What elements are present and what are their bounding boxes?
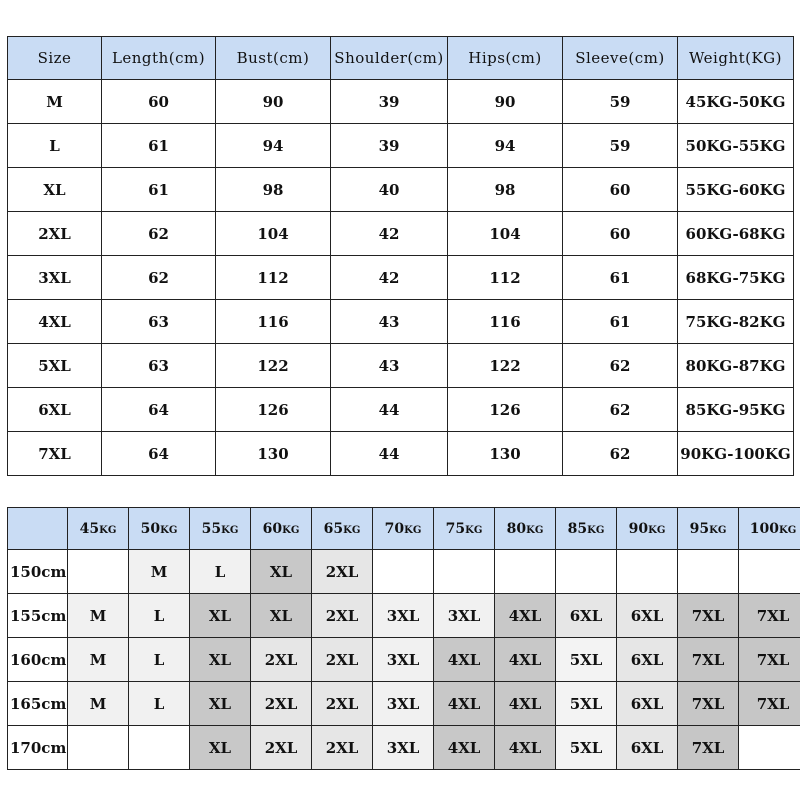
measurement-cell: 40 [331,168,448,212]
recommended-size-cell [129,726,190,770]
weight-unit: KG [779,524,797,536]
recommended-size-cell: 6XL [617,682,678,726]
size-recommendation-table [7,507,800,770]
weight-unit: KG [282,524,300,536]
weight-column-header [129,508,190,550]
measurement-cell: 122 [216,344,331,388]
measurement-cell: 59 [563,124,678,168]
measurement-cell: 63 [102,300,216,344]
weight-unit: KG [99,524,117,536]
column-header: Shoulder(cm) [331,37,448,80]
measurement-cell: 68KG-75KG [678,256,794,300]
size-label-cell: 6XL [8,388,102,432]
size-label-cell: 5XL [8,344,102,388]
weight-column-header [678,508,739,550]
recommended-size-cell [434,550,495,594]
recommended-size-cell: 3XL [373,594,434,638]
table-row [8,344,794,388]
weight-column-header [251,508,312,550]
recommended-size-cell: 7XL [739,638,800,682]
measurement-cell: 62 [102,256,216,300]
recommended-size-cell [68,726,129,770]
measurement-cell: 62 [102,212,216,256]
recommended-size-cell: 5XL [556,726,617,770]
recommended-size-cell: XL [190,682,251,726]
recommended-size-cell: XL [251,550,312,594]
recommended-size-cell: 4XL [434,682,495,726]
measurement-cell: 55KG-60KG [678,168,794,212]
size-label-cell: 3XL [8,256,102,300]
weight-value: 75 [445,520,466,537]
weight-value: 85 [567,520,588,537]
measurement-cell: 116 [216,300,331,344]
recommended-size-cell: 4XL [434,638,495,682]
measurement-cell: 60 [102,80,216,124]
measurement-cell: 61 [102,124,216,168]
weight-value: 100 [749,520,779,537]
recommended-size-cell: M [68,682,129,726]
weight-column-header [495,508,556,550]
column-header: Hips(cm) [448,37,563,80]
table-row [8,212,794,256]
measurement-cell: 90 [448,80,563,124]
recommended-size-cell: 7XL [678,682,739,726]
recommended-size-cell [68,550,129,594]
recommended-size-cell [617,550,678,594]
recommended-size-cell: 4XL [495,638,556,682]
recommended-size-cell: 6XL [617,638,678,682]
measurement-cell: 62 [563,432,678,476]
table-row [8,300,794,344]
recommended-size-cell [739,550,800,594]
weight-value: 90 [628,520,649,537]
measurement-cell: 90KG-100KG [678,432,794,476]
recommended-size-cell: 7XL [739,594,800,638]
column-header: Weight(KG) [678,37,794,80]
recommended-size-cell: 4XL [495,726,556,770]
recommended-size-cell: 2XL [312,682,373,726]
weight-column-header [739,508,800,550]
table-row [8,550,800,594]
measurement-cell: 126 [216,388,331,432]
weight-value: 65 [323,520,344,537]
measurement-cell: 44 [331,432,448,476]
measurement-cell: 98 [216,168,331,212]
recommended-size-cell: 4XL [495,594,556,638]
table-row [8,168,794,212]
table-row [8,124,794,168]
recommended-size-cell: XL [251,594,312,638]
table-row [8,594,800,638]
column-header: Length(cm) [102,37,216,80]
weight-unit: KG [526,524,544,536]
measurement-cell: 112 [216,256,331,300]
recommended-size-cell: 2XL [312,638,373,682]
recommended-size-cell: 4XL [434,726,495,770]
size-label-cell: XL [8,168,102,212]
size-label-cell: 7XL [8,432,102,476]
recommended-size-cell: 2XL [251,726,312,770]
measurement-cell: 63 [102,344,216,388]
recommended-size-cell: 5XL [556,682,617,726]
measurement-cell: 90 [216,80,331,124]
weight-value: 55 [201,520,222,537]
measurement-cell: 62 [563,344,678,388]
measurement-cell: 61 [102,168,216,212]
height-row-header: 170cm [8,726,68,770]
recommended-size-cell [556,550,617,594]
weight-value: 80 [506,520,527,537]
measurement-cell: 122 [448,344,563,388]
measurement-cell: 112 [448,256,563,300]
recommended-size-cell: XL [190,594,251,638]
column-header: Size [8,37,102,80]
weight-column-header [373,508,434,550]
recommended-size-cell: 3XL [373,682,434,726]
size-chart-header-row [8,37,794,80]
recommended-size-cell: L [190,550,251,594]
recommended-size-cell: 7XL [739,682,800,726]
weight-column-header [556,508,617,550]
table-row [8,638,800,682]
table-row [8,388,794,432]
measurement-cell: 64 [102,432,216,476]
weight-value: 70 [384,520,405,537]
measurement-cell: 130 [448,432,563,476]
measurement-cell: 61 [563,300,678,344]
weight-value: 95 [689,520,710,537]
measurement-cell: 130 [216,432,331,476]
measurement-cell: 42 [331,256,448,300]
weight-value: 60 [262,520,283,537]
weight-column-header [68,508,129,550]
weight-unit: KG [221,524,239,536]
measurement-cell: 43 [331,300,448,344]
recommended-size-cell: 3XL [373,638,434,682]
recommended-size-cell [495,550,556,594]
table-row [8,80,794,124]
recommended-size-cell: 2XL [251,638,312,682]
measurement-cell: 42 [331,212,448,256]
measurement-cell: 98 [448,168,563,212]
height-row-header: 150cm [8,550,68,594]
recommended-size-cell: 6XL [556,594,617,638]
recommended-size-cell: 6XL [617,594,678,638]
table-row [8,256,794,300]
weight-unit: KG [587,524,605,536]
weight-column-header [190,508,251,550]
height-row-header: 160cm [8,638,68,682]
measurement-cell: 104 [448,212,563,256]
measurement-cell: 39 [331,124,448,168]
size-label-cell: L [8,124,102,168]
measurement-cell: 94 [448,124,563,168]
recommended-size-cell: 5XL [556,638,617,682]
measurement-cell: 62 [563,388,678,432]
weight-unit: KG [709,524,727,536]
recommended-size-cell: L [129,594,190,638]
weight-header-row [8,508,800,550]
recommended-size-cell: 7XL [678,594,739,638]
recommended-size-cell: 2XL [312,550,373,594]
recommended-size-cell: 6XL [617,726,678,770]
size-label-cell: 2XL [8,212,102,256]
recommended-size-cell: 7XL [678,638,739,682]
recommended-size-cell: M [129,550,190,594]
size-label-cell: 4XL [8,300,102,344]
measurement-cell: 126 [448,388,563,432]
weight-value: 50 [140,520,161,537]
measurement-cell: 94 [216,124,331,168]
weight-unit: KG [160,524,178,536]
weight-unit: KG [343,524,361,536]
measurement-cell: 104 [216,212,331,256]
measurement-cell: 50KG-55KG [678,124,794,168]
corner-cell [8,508,68,550]
table-row [8,432,794,476]
measurement-cell: 43 [331,344,448,388]
measurement-cell: 116 [448,300,563,344]
recommended-size-cell: 2XL [312,594,373,638]
size-chart-table [7,36,794,476]
recommended-size-cell: L [129,682,190,726]
recommended-size-cell: L [129,638,190,682]
height-row-header: 165cm [8,682,68,726]
weight-unit: KG [648,524,666,536]
measurement-cell: 85KG-95KG [678,388,794,432]
weight-column-header [434,508,495,550]
recommended-size-cell: 2XL [251,682,312,726]
recommended-size-cell: M [68,594,129,638]
recommended-size-cell [678,550,739,594]
measurement-cell: 80KG-87KG [678,344,794,388]
recommended-size-cell: XL [190,638,251,682]
recommended-size-cell [739,726,800,770]
measurement-cell: 60KG-68KG [678,212,794,256]
recommended-size-cell: XL [190,726,251,770]
measurement-cell: 61 [563,256,678,300]
weight-column-header [312,508,373,550]
recommended-size-cell: 2XL [312,726,373,770]
table-row [8,682,800,726]
column-header: Sleeve(cm) [563,37,678,80]
recommended-size-cell [373,550,434,594]
measurement-cell: 64 [102,388,216,432]
weight-value: 45 [79,520,100,537]
weight-unit: KG [465,524,483,536]
recommended-size-cell: 4XL [495,682,556,726]
weight-unit: KG [404,524,422,536]
measurement-cell: 45KG-50KG [678,80,794,124]
table-row [8,726,800,770]
measurement-cell: 59 [563,80,678,124]
weight-column-header [617,508,678,550]
measurement-cell: 39 [331,80,448,124]
measurement-cell: 60 [563,212,678,256]
measurement-cell: 75KG-82KG [678,300,794,344]
measurement-cell: 60 [563,168,678,212]
height-row-header: 155cm [8,594,68,638]
recommended-size-cell: 3XL [434,594,495,638]
recommended-size-cell: 7XL [678,726,739,770]
recommended-size-cell: M [68,638,129,682]
recommended-size-cell: 3XL [373,726,434,770]
measurement-cell: 44 [331,388,448,432]
size-label-cell: M [8,80,102,124]
column-header: Bust(cm) [216,37,331,80]
